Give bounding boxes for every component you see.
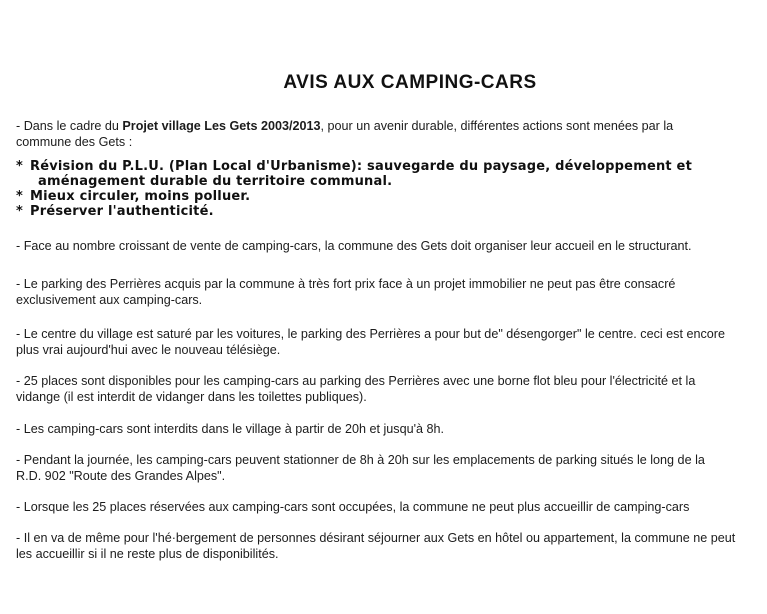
intro-paragraph [16, 118, 767, 150]
paragraph [16, 421, 767, 437]
bullet-text: Mieux circuler, moins polluer. [30, 189, 251, 204]
paragraph-line: - Le parking des Perrières acquis par la commune à très fort prix face à un projet immobilier ne peut pas être consacré [16, 277, 676, 291]
paragraph [16, 373, 767, 405]
paragraph-line: - Pendant la journée, les camping-cars peuvent stationner de 8h à 20h sur les emplacements de parking situés le long de la [16, 453, 705, 467]
paragraph-line: - Il en va de même pour l'hé·bergement de personnes désirant séjourner aux Gets en hôtel ou appartement, la commune ne peut [16, 531, 736, 545]
paragraph-line: - Lorsque les 25 places réservées aux camping-cars sont occupées, la commune ne peut plus accueillir de camping-cars [16, 500, 690, 514]
bullet-item [16, 204, 767, 219]
paragraph [16, 499, 767, 515]
paragraph [16, 326, 767, 358]
paragraph-line: les accueillir si il ne reste plus de disponibilités. [16, 547, 279, 561]
bullet-star: * [16, 159, 23, 174]
paragraph-line: - Face au nombre croissant de vente de camping-cars, la commune des Gets doit organiser leur accueil en le structurant. [16, 239, 692, 253]
paragraph-line: - Les camping-cars sont interdits dans le village à partir de 20h et jusqu'à 8h. [16, 422, 445, 436]
bullet-item [16, 189, 767, 204]
bullet-text: Préserver l'authenticité. [30, 204, 214, 219]
paragraph-line: exclusivement aux camping-cars. [16, 293, 203, 307]
intro-line-1 [16, 118, 767, 134]
bullet-item [16, 159, 767, 189]
page-title: AVIS AUX CAMPING-CARS [283, 72, 537, 93]
paragraph [16, 452, 767, 484]
paragraph-line: R.D. 902 "Route des Grandes Alpes". [16, 469, 226, 483]
intro-suffix: , pour un avenir durable, différentes actions sont menées par la [320, 119, 674, 133]
bullet-star: * [16, 204, 23, 219]
bullet-text-continuation: aménagement durable du territoire communal. [38, 174, 393, 189]
paragraph [16, 530, 767, 562]
project-name: Projet village Les Gets 2003/2013 [122, 119, 321, 133]
paragraph [16, 276, 767, 308]
action-bullet-list [16, 159, 767, 219]
paragraph-line: vidange (il est interdit de vidanger dans les toilettes publiques). [16, 390, 367, 404]
bullet-star: * [16, 189, 23, 204]
intro-line-2: commune des Gets : [16, 135, 133, 149]
paragraph-line: - 25 places sont disponibles pour les camping-cars au parking des Perrières avec une borne flot bleu pour l'électricité et la [16, 374, 696, 388]
paragraph-line: - Le centre du village est saturé par les voitures, le parking des Perrières a pour but de" désengorger" le centre. ceci est encore [16, 327, 725, 341]
intro-prefix: - Dans le cadre du [16, 119, 123, 133]
paragraph-line: plus vrai aujourd'hui avec le nouveau télésiège. [16, 343, 281, 357]
bullet-text: Révision du P.L.U. (Plan Local d'Urbanisme): sauvegarde du paysage, développement et [30, 159, 692, 174]
paragraph [16, 238, 767, 254]
